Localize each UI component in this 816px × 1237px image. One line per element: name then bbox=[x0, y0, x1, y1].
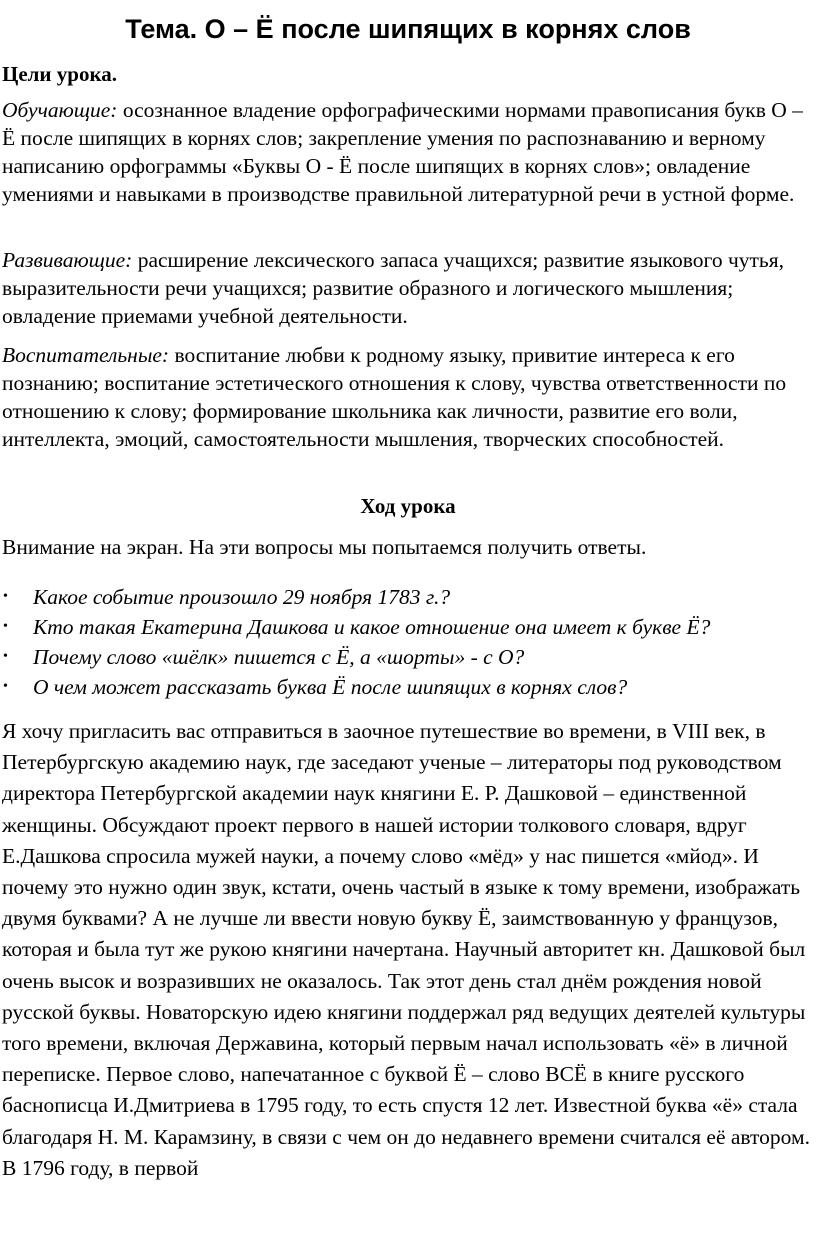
goal-text: воспитание любви к родному языку, привитие интереса к его познанию; воспитание эстетического отношения к слову, чувства ответственности по отношению к слову; формирование школьника как личности, развитие его воли, интеллекта, эмоций, самостоятельности мышления, творческих способностей. bbox=[2, 343, 787, 451]
page-title: Тема. О – Ё после шипящих в корнях слов bbox=[125, 14, 691, 44]
bullet-icon: • bbox=[3, 619, 8, 634]
lesson-heading: Ход урока bbox=[360, 494, 456, 518]
list-item bbox=[0, 583, 816, 613]
intro-text: Внимание на экран. На эти вопросы мы попытаемся получить ответы. bbox=[2, 535, 647, 559]
goal-paragraph-learning bbox=[2, 96, 814, 208]
goal-lead: Развивающие: bbox=[2, 248, 133, 272]
bullet-icon: • bbox=[3, 589, 8, 604]
goal-paragraph-developing bbox=[2, 246, 814, 330]
goals-heading: Цели урока. bbox=[2, 62, 117, 86]
story-paragraph: Я хочу пригласить вас отправиться в заочное путешествие во времени, в VIII век, в Петербургскую академию наук, где заседают ученые – литераторы под руководством директора Петербургской академии наук княгини Е. Р. Дашковой – единственной женщины. Обсуждают проект первого в нашей истории толкового словаря, вдруг Е.Дашкова спросила мужей науки, а почему слово «мёд» у нас пишется «мйод». И почему это нужно один звук, кстати, очень частый в языке к тому времени, изображать двумя буквами? А не лучше ли ввести новую букву Ё, заимствованную у французов, которая и была тут же рукою княгини начертана. Научный авторитет кн. Дашковой был очень высок и возразивших не оказалось. Так этот день стал днём рождения новой русской буквы. Новаторскую идею княгини поддержал ряд ведущих деятелей культуры того времени, включая Державина, который первым начал использовать «ё» в личной переписке. Первое слово, напечатанное с буквой Ё – слово ВСЁ в книге русского баснописца И.Дмитриева в 1795 году, то есть спустя 12 лет. Известной буква «ё» стала благодаря Н. М. Карамзину, в связи с чем он до недавнего времени считался её автором. В 1796 году, в первой bbox=[2, 719, 810, 1180]
list-item bbox=[0, 643, 816, 673]
bullet-icon: • bbox=[3, 649, 8, 664]
goal-text: осознанное владение орфографическими нормами правописания букв О – Ё после шипящих в корнях слов; закрепление умения по распознаванию и верному написанию орфограммы «Буквы О - Ё после шипящих в корнях слов»; овладение умениями и навыками в производстве правильной литературной речи в устной форме. bbox=[2, 98, 803, 206]
question-text: Кто такая Екатерина Дашкова и какое отношение она имеет к букве Ё? bbox=[33, 615, 711, 639]
goal-paragraph-educational bbox=[2, 341, 814, 453]
goal-lead: Обучающие: bbox=[2, 98, 118, 122]
question-text: Какое событие произошло 29 ноября 1783 г.? bbox=[33, 585, 451, 609]
goal-lead: Воспитательные: bbox=[2, 343, 170, 367]
goal-text: расширение лексического запаса учащихся; развитие языкового чутья, выразительности речи учащихся; развитие образного и логического мышления; овладение приемами учебной деятельности. bbox=[2, 248, 784, 328]
list-item bbox=[0, 613, 816, 643]
list-item bbox=[0, 673, 816, 703]
question-text: Почему слово «шёлк» пишется с Ё, а «шорты» - с О? bbox=[33, 645, 525, 669]
question-list bbox=[0, 583, 816, 703]
bullet-icon: • bbox=[3, 679, 8, 694]
question-text: О чем может рассказать буква Ё после шипящих в корнях слов? bbox=[33, 675, 628, 699]
